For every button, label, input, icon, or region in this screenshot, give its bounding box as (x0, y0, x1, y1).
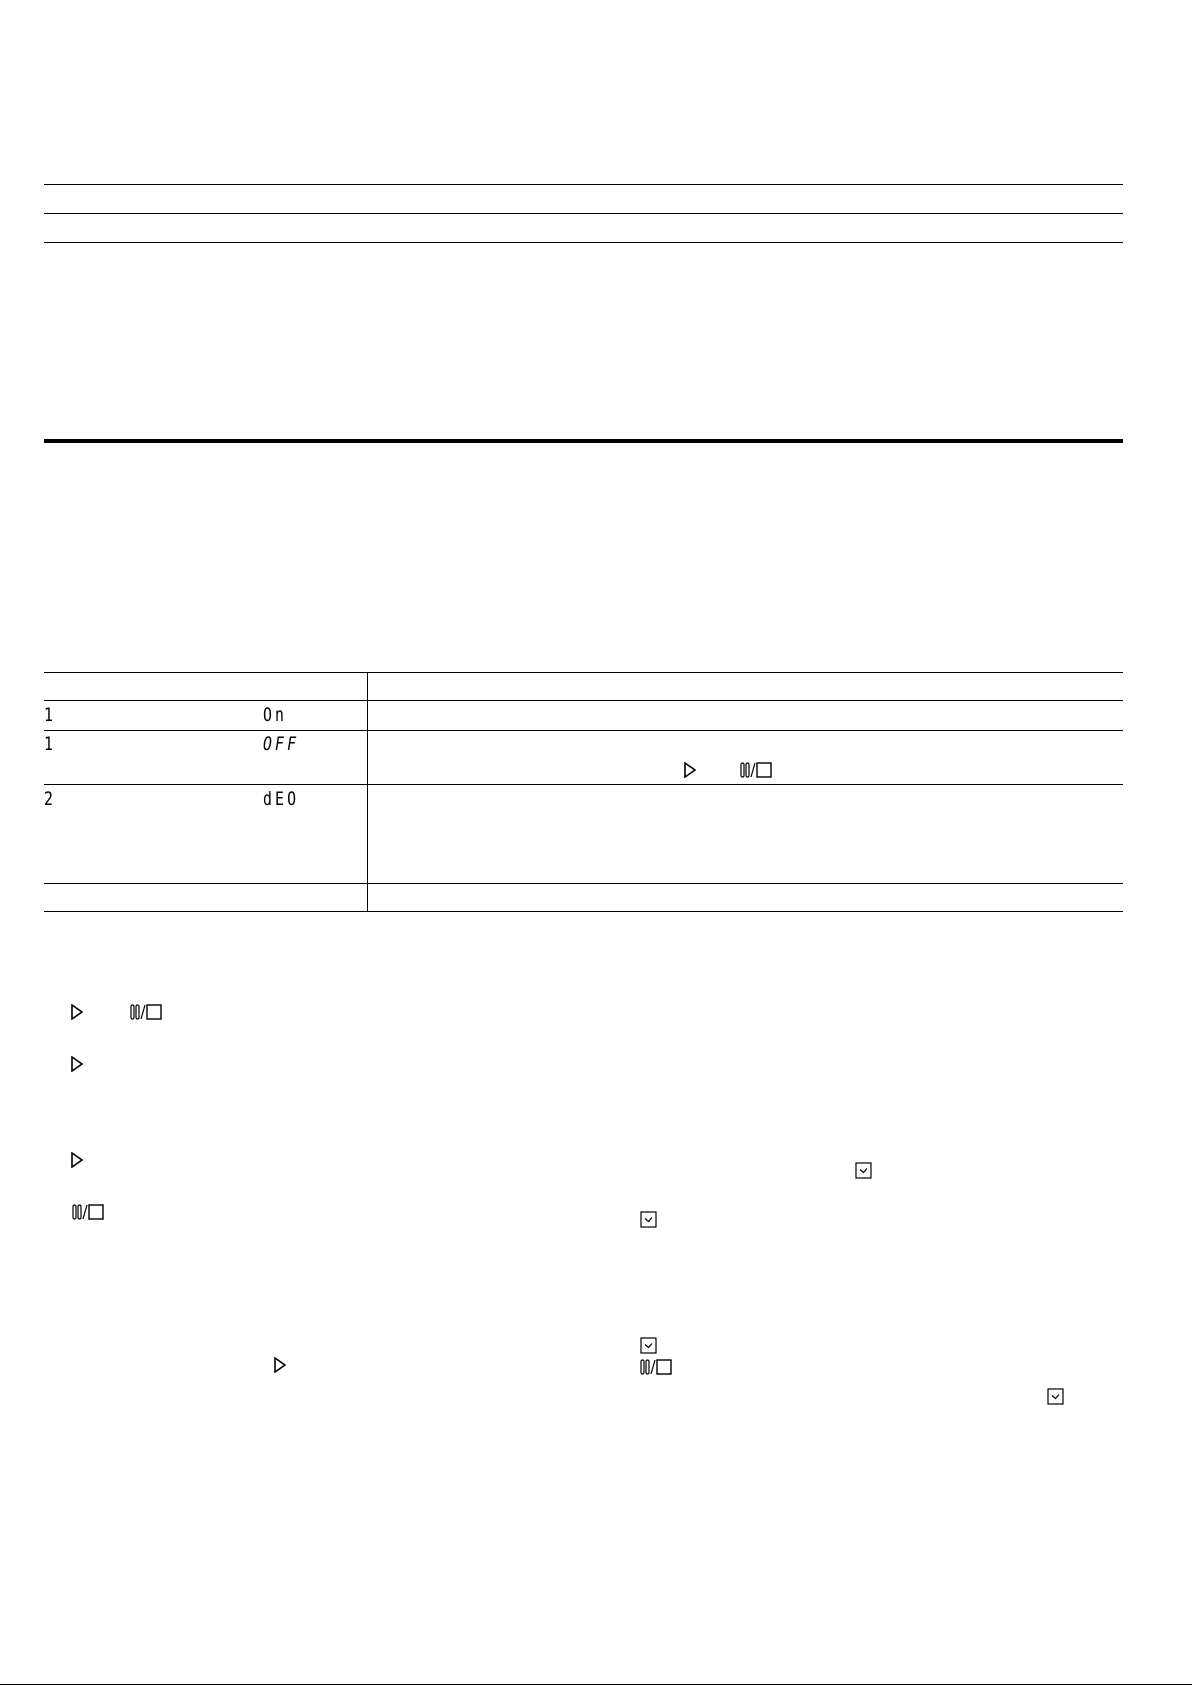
setting-display-value: OFF (263, 733, 300, 755)
checkbox-check-icon (855, 1162, 872, 1183)
checkbox-check-icon (1047, 1388, 1064, 1409)
pause-stop-icon (740, 762, 780, 782)
upper-table-mid-rule (44, 213, 1123, 214)
pause-stop-icon (640, 1359, 680, 1379)
play-icon (684, 762, 696, 778)
checkbox-check-icon (640, 1337, 657, 1358)
setting-level: 1 (44, 704, 57, 726)
settings-table-bottom-rule (44, 911, 1123, 912)
settings-table-row-rule (44, 883, 1123, 884)
checkbox-check-icon (640, 1211, 657, 1232)
play-icon (71, 1056, 83, 1072)
setting-display-value: dEO (263, 788, 300, 810)
settings-table-row-rule (44, 784, 1123, 785)
settings-table-top-rule (44, 672, 1123, 673)
upper-table-bottom-rule (44, 242, 1123, 243)
play-icon (71, 1152, 83, 1168)
section-heading-rule (44, 439, 1123, 443)
play-icon (274, 1357, 286, 1373)
upper-table-top-rule (44, 184, 1123, 185)
play-icon (71, 1004, 83, 1020)
settings-table-row-rule (44, 730, 1123, 731)
pause-stop-icon (130, 1004, 170, 1024)
settings-table-header-rule (44, 700, 1123, 701)
setting-level: 2 (44, 788, 57, 810)
settings-table-column-divider (367, 672, 368, 911)
setting-level: 1 (44, 733, 57, 755)
pause-stop-icon (72, 1204, 112, 1224)
setting-display-value: On (263, 704, 288, 726)
